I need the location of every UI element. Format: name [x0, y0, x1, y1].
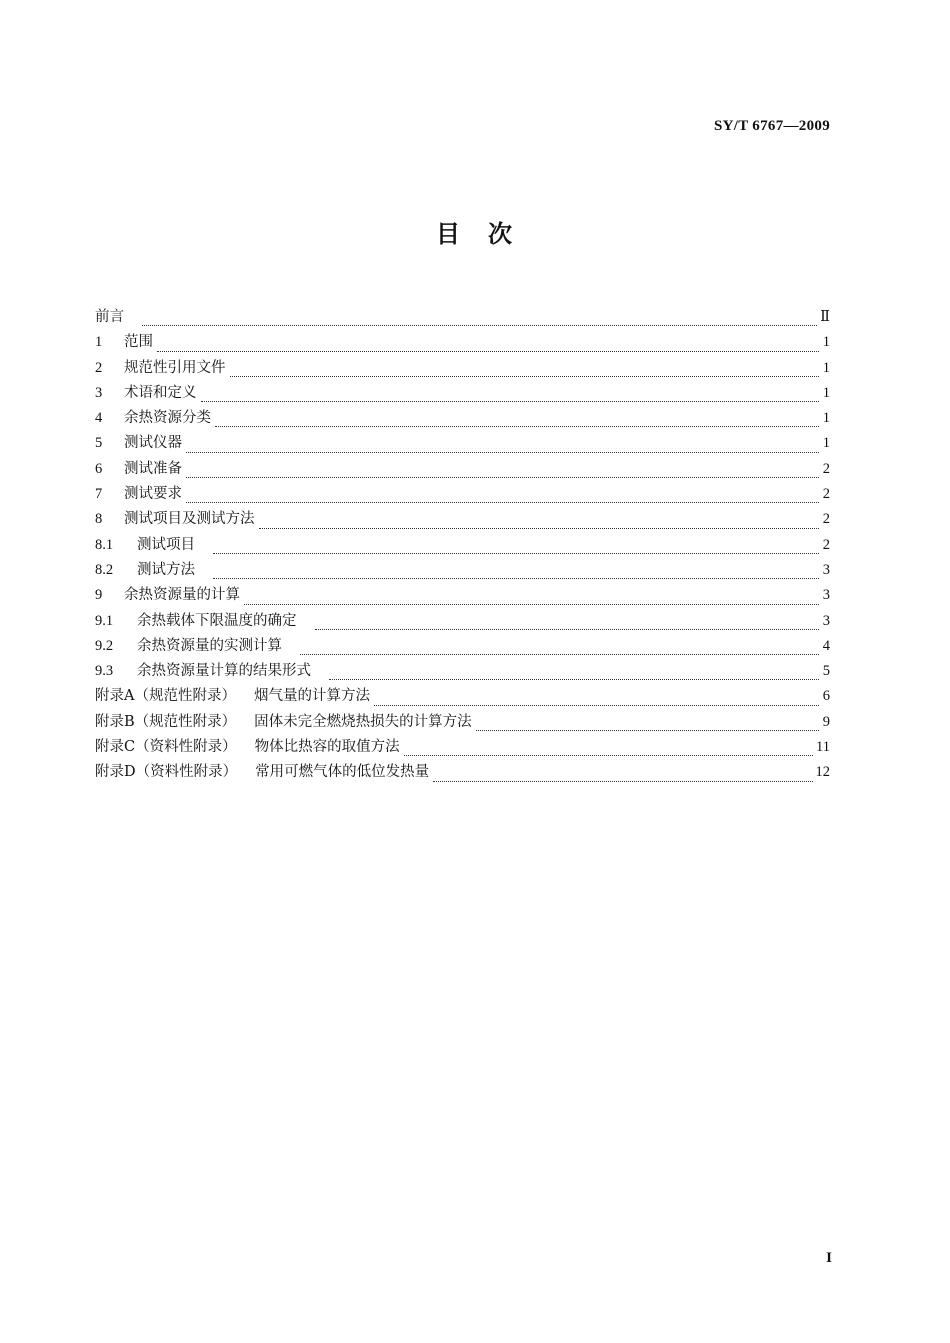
- toc-entry-number: 9.2: [95, 637, 114, 654]
- toc-appendix-label: 附录A（规范性附录）: [95, 688, 236, 705]
- toc-appendix-title: 物体比热容的取值方法: [254, 739, 400, 756]
- toc-entry-label: 测试仪器: [124, 435, 182, 452]
- dot-leader: [213, 552, 819, 554]
- toc-entry-page: 2: [822, 460, 830, 477]
- toc-entry-1[interactable]: [95, 330, 830, 355]
- standard-code: SY/T 6767—2009: [713, 118, 830, 134]
- toc-entry-8-2[interactable]: [95, 558, 830, 583]
- toc-appendix-label: 附录B（规范性附录）: [95, 713, 237, 730]
- toc-entry-number: 8: [95, 511, 103, 528]
- toc-entry-page: 1: [822, 410, 830, 427]
- toc-entry-number: 9: [95, 587, 103, 604]
- toc-entry-number: 5: [95, 435, 103, 452]
- toc-entry-page: 4: [822, 637, 830, 654]
- dot-leader: [230, 375, 820, 377]
- dot-leader: [300, 653, 819, 655]
- toc-entry-page: 1: [822, 435, 830, 452]
- toc-entry-number: 8.2: [95, 561, 114, 578]
- toc-entry-7[interactable]: [95, 482, 830, 507]
- toc-entry-9[interactable]: [95, 583, 830, 608]
- toc-entry-page: 2: [822, 536, 830, 553]
- page-title: 目 次: [436, 220, 514, 248]
- toc-entry-3[interactable]: [95, 381, 830, 406]
- toc-entry-foreword[interactable]: [95, 305, 830, 330]
- toc-appendix-title: 烟气量的计算方法: [253, 688, 370, 705]
- toc-appendix-label: 附录C（资料性附录）: [95, 739, 237, 756]
- dot-leader: [476, 729, 819, 731]
- toc-entry-page: 1: [822, 334, 830, 351]
- toc-entry-appendix-d[interactable]: [95, 760, 830, 785]
- toc-entry-appendix-c[interactable]: [95, 735, 830, 760]
- toc-entry-label: 范围: [124, 334, 153, 351]
- toc-entry-9-3[interactable]: [95, 659, 830, 684]
- toc-appendix-title: 固体未完全燃烧热损失的计算方法: [254, 713, 472, 730]
- toc-entry-label: 余热资源分类: [124, 410, 211, 427]
- toc-entry-number: 6: [95, 460, 103, 477]
- dot-leader: [213, 577, 819, 579]
- toc-entry-page: 3: [822, 561, 830, 578]
- toc-entry-page: 5: [822, 663, 830, 680]
- dot-leader: [374, 704, 819, 706]
- toc-entry-page: 2: [822, 511, 830, 528]
- toc-entry-page: 2: [822, 486, 830, 503]
- dot-leader: [244, 603, 819, 605]
- toc-entry-number: 1: [95, 334, 103, 351]
- toc-entry-label: 前言: [95, 309, 124, 325]
- dot-leader: [186, 476, 819, 478]
- toc-entry-page: 1: [822, 384, 830, 401]
- toc-entry-2[interactable]: [95, 356, 830, 381]
- toc-entry-number: 9.3: [95, 663, 114, 680]
- toc-entry-label: 余热资源量计算的结果形式: [137, 663, 311, 680]
- toc-entry-page: 6: [822, 688, 830, 705]
- toc-appendix-label: 附录D（资料性附录）: [95, 764, 238, 781]
- toc-entry-label: 测试准备: [124, 460, 182, 477]
- toc-entry-page: 12: [815, 764, 830, 781]
- dot-leader: [259, 527, 820, 529]
- dot-leader: [215, 425, 819, 427]
- toc-entry-4[interactable]: [95, 406, 830, 431]
- toc-entry-label: 测试要求: [124, 486, 182, 503]
- toc-entry-number: 8.1: [95, 536, 114, 553]
- dot-leader: [329, 678, 819, 680]
- dot-leader: [157, 350, 819, 352]
- toc-entry-page: 1: [822, 359, 830, 376]
- page-number: I: [826, 1250, 832, 1266]
- dot-leader: [315, 628, 820, 630]
- toc-entry-label: 测试项目: [137, 536, 195, 553]
- toc-entry-8[interactable]: [95, 507, 830, 532]
- toc-entry-label: 测试方法: [137, 561, 195, 578]
- toc-entry-number: 7: [95, 486, 103, 503]
- toc-entry-label: 测试项目及测试方法: [124, 511, 255, 528]
- toc-entry-label: 术语和定义: [124, 384, 197, 401]
- toc-entry-5[interactable]: [95, 431, 830, 456]
- toc-entry-6[interactable]: [95, 457, 830, 482]
- toc-entry-appendix-b[interactable]: [95, 710, 830, 735]
- dot-leader: [186, 451, 819, 453]
- dot-leader: [404, 754, 813, 756]
- table-of-contents: [95, 305, 830, 786]
- dot-leader: [201, 400, 820, 402]
- toc-entry-number: 4: [95, 410, 103, 427]
- toc-entry-number: 3: [95, 384, 103, 401]
- toc-entry-label: 规范性引用文件: [124, 359, 226, 376]
- toc-entry-label: 余热资源量的实测计算: [137, 637, 282, 654]
- toc-entry-page: 11: [816, 739, 830, 756]
- toc-entry-label: 余热载体下限温度的确定: [137, 612, 297, 629]
- toc-entry-page: 3: [822, 587, 830, 604]
- toc-entry-8-1[interactable]: [95, 533, 830, 558]
- toc-entry-9-2[interactable]: [95, 634, 830, 659]
- toc-entry-label: 余热资源量的计算: [124, 587, 240, 604]
- dot-leader: [186, 501, 819, 503]
- toc-entry-appendix-a[interactable]: [95, 684, 830, 709]
- toc-entry-number: 2: [95, 359, 103, 376]
- toc-appendix-title: 常用可燃气体的低位发热量: [255, 764, 430, 781]
- toc-entry-number: 9.1: [95, 612, 114, 629]
- dot-leader: [142, 324, 817, 326]
- dot-leader: [433, 780, 812, 782]
- toc-entry-page: 9: [822, 713, 830, 730]
- toc-entry-page: 3: [822, 612, 830, 629]
- toc-entry-9-1[interactable]: [95, 609, 830, 634]
- toc-entry-page: Ⅱ: [820, 309, 830, 325]
